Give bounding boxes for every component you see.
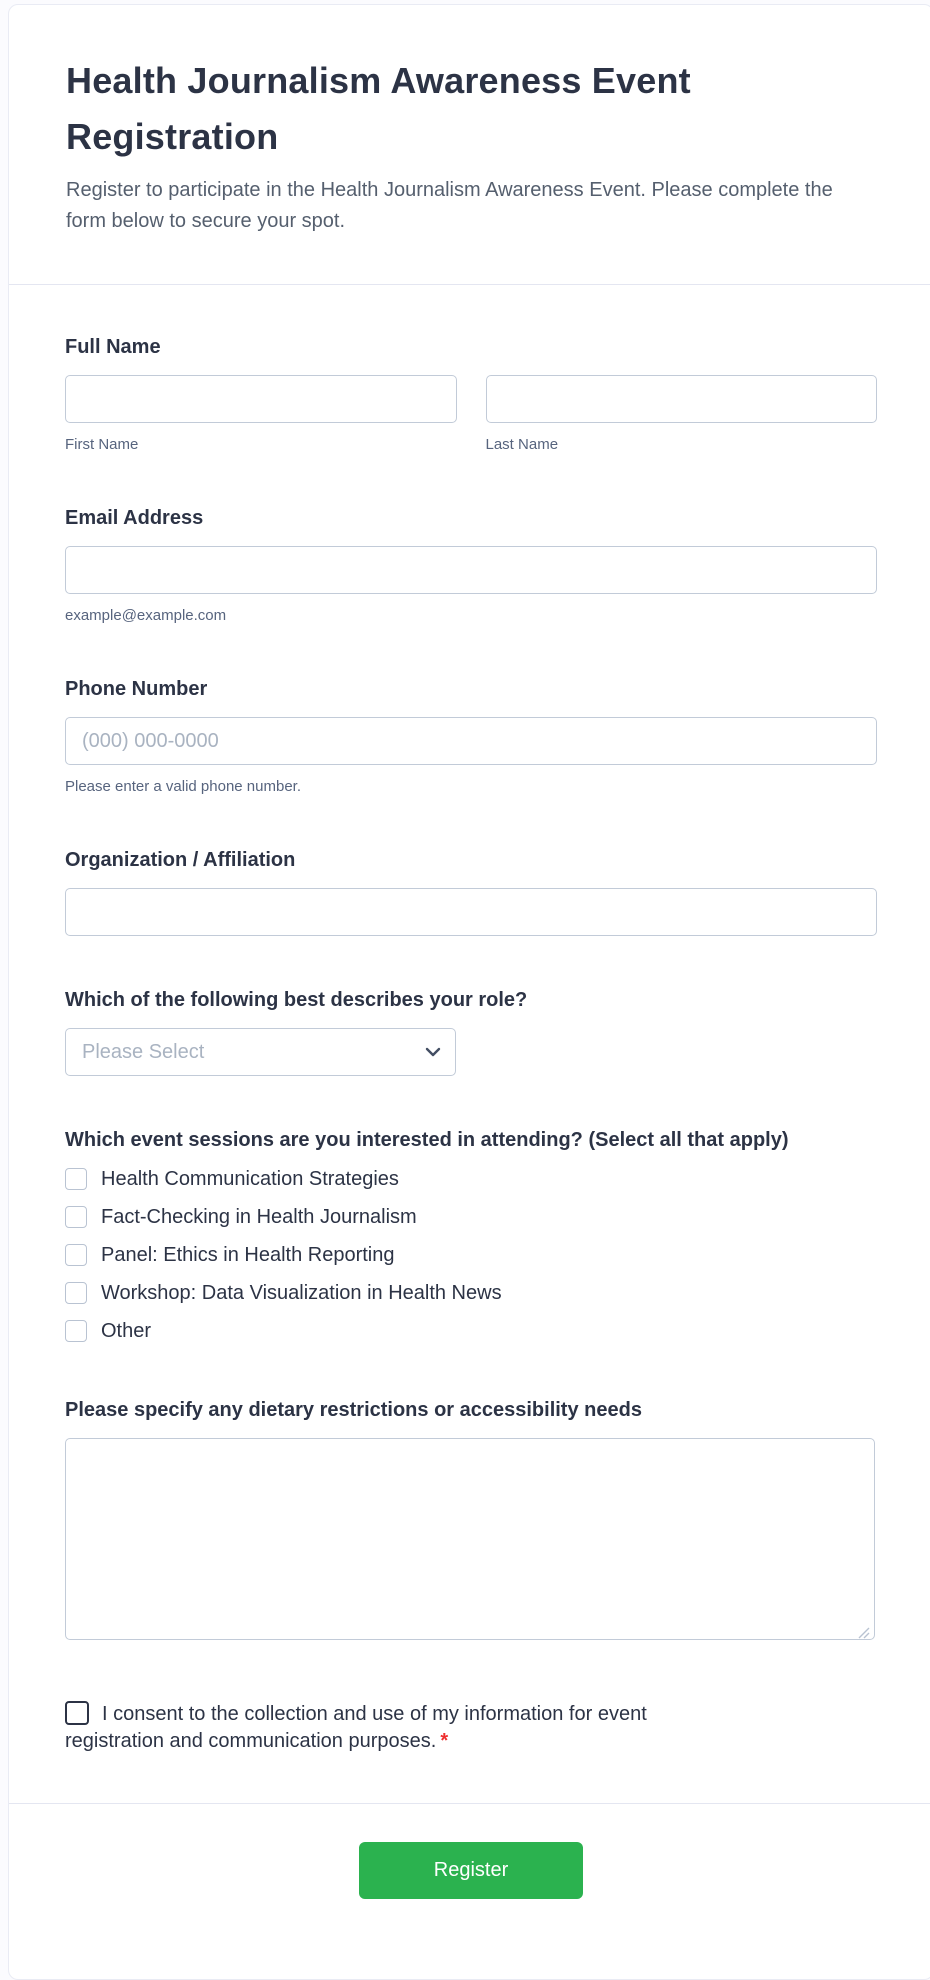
email-field [65,506,877,625]
role-select[interactable] [65,1028,456,1076]
sessions-field [65,1128,877,1346]
checkbox-unchecked-icon[interactable] [65,1320,87,1342]
role-select-wrap [65,1028,456,1076]
first-name-input[interactable] [65,375,457,423]
session-option-label: Workshop: Data Visualization in Health News [101,1281,502,1304]
full-name-label: Full Name [65,336,161,358]
phone-input[interactable] [65,717,877,765]
session-option-label: Panel: Ethics in Health Reporting [101,1243,395,1266]
role-field [65,988,877,1076]
session-option-row[interactable] [65,1202,877,1232]
consent-field [65,1701,695,1755]
form-card [8,4,930,1980]
phone-sublabel: Please enter a valid phone number. [65,778,301,795]
session-option-label: Health Communication Strategies [101,1167,399,1190]
session-option-row[interactable] [65,1316,877,1346]
consent-checkbox[interactable] [65,1701,89,1725]
first-name-sublabel: First Name [65,436,139,453]
dietary-textarea[interactable] [65,1438,875,1640]
organization-input[interactable] [65,888,877,936]
page-title: Health Journalism Awareness Event Registration [66,60,691,157]
role-label: Which of the following best describes your role? [65,989,528,1011]
last-name-input[interactable] [486,375,878,423]
name-row [65,375,877,454]
first-name-column [65,375,457,454]
dietary-textarea-wrap [65,1438,875,1645]
last-name-sublabel: Last Name [485,436,559,453]
session-option-row[interactable] [65,1164,877,1194]
sessions-label: Which event sessions are you interested in attending? (Select all that apply) [65,1129,789,1151]
last-name-column [486,375,878,454]
session-option-row[interactable] [65,1240,877,1270]
email-sublabel: example@example.com [65,607,227,624]
submit-section [9,1804,930,1954]
full-name-field [65,335,877,454]
organization-label: Organization / Affiliation [65,849,296,871]
form-header [9,5,930,285]
dietary-label: Please specify any dietary restrictions or accessibility needs [65,1399,642,1421]
sessions-checkbox-group [65,1164,877,1346]
consent-text: I consent to the collection and use of my information for event registration and communication purposes. [65,1703,647,1752]
dietary-field [65,1398,877,1645]
email-label: Email Address [65,507,204,529]
session-option-label: Fact-Checking in Health Journalism [101,1205,417,1228]
page-subtitle: Register to participate in the Health Journalism Awareness Event. Please complete the form below to secure your spot. [66,179,833,232]
checkbox-unchecked-icon[interactable] [65,1206,87,1228]
session-option-label: Other [101,1319,152,1342]
session-option-row[interactable] [65,1278,877,1308]
resize-handle-icon[interactable] [858,1627,870,1639]
checkbox-unchecked-icon[interactable] [65,1244,87,1266]
checkbox-unchecked-icon[interactable] [65,1168,87,1190]
organization-field [65,848,877,936]
phone-label: Phone Number [65,678,208,700]
checkbox-unchecked-icon[interactable] [65,1282,87,1304]
register-button[interactable]: Register [359,1842,583,1899]
phone-field [65,677,877,796]
required-asterisk: * [440,1730,449,1752]
email-input[interactable] [65,546,877,594]
form-body [9,285,930,1755]
